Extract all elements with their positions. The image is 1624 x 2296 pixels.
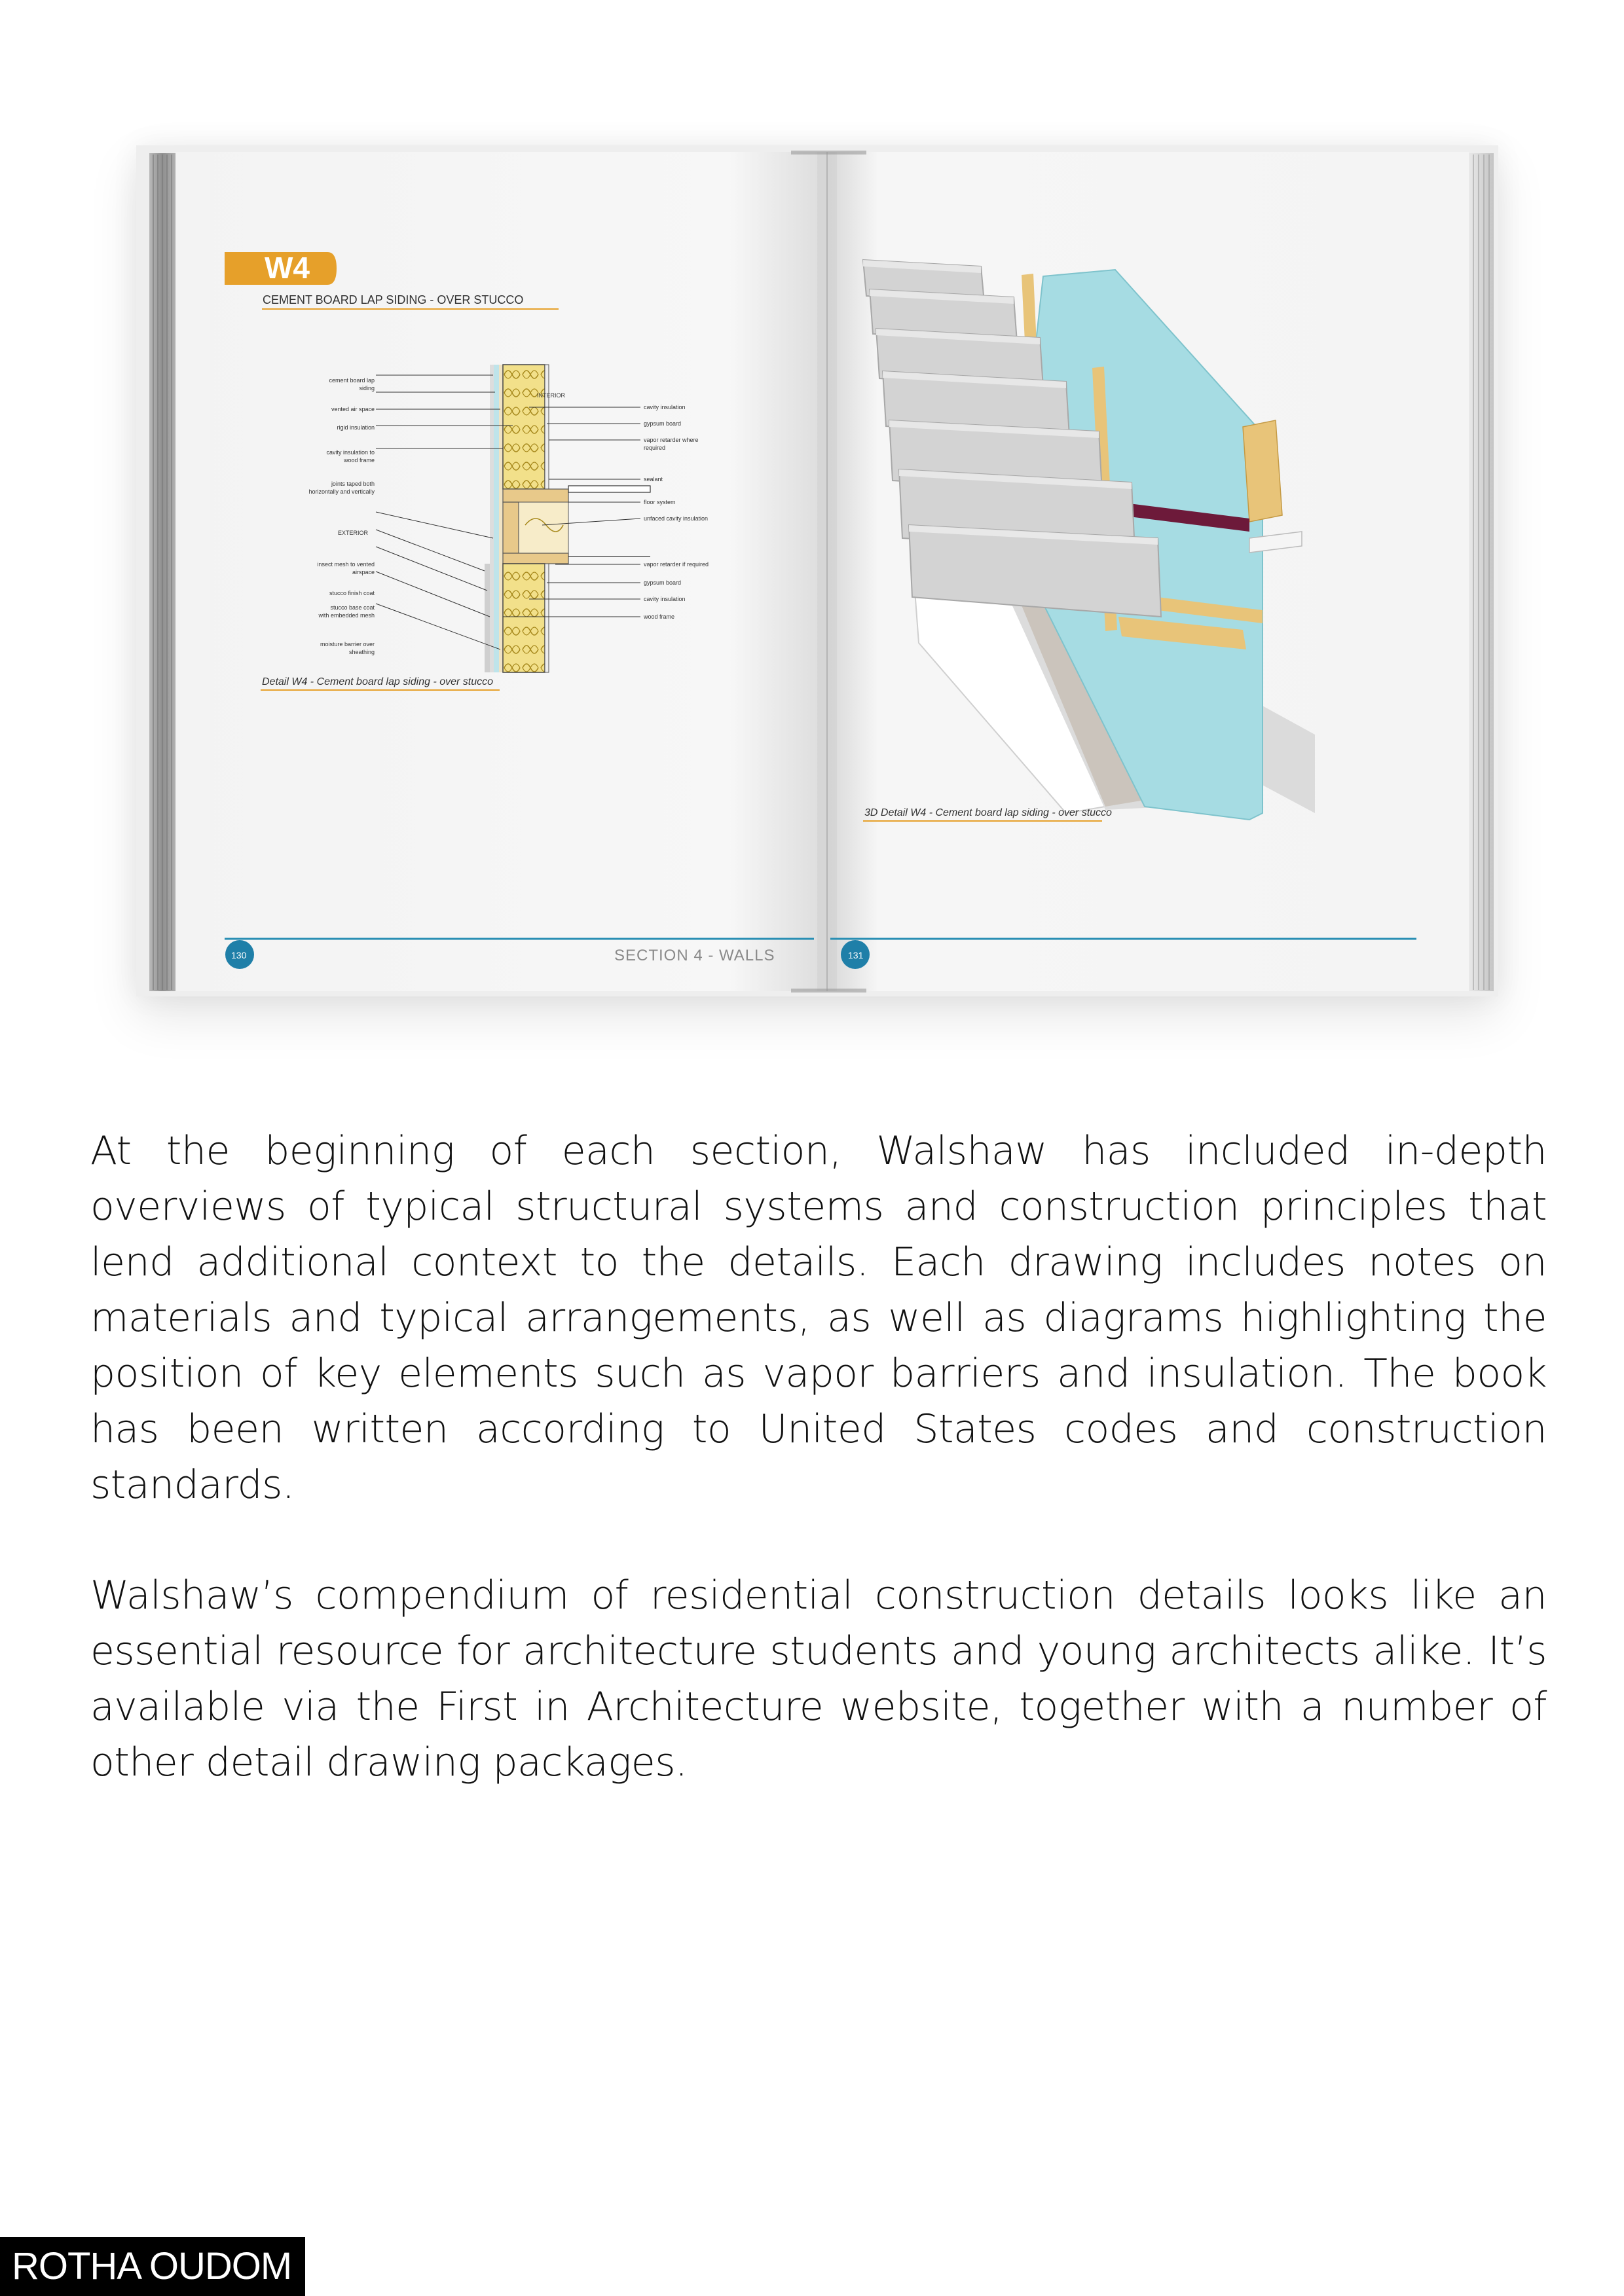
label-sealant: sealant: [644, 476, 663, 483]
label-cavity-1: cavity insulation to: [326, 449, 375, 456]
label-moisture-2: sheathing: [348, 649, 375, 655]
label-cavity-insulation-2: cavity insulation: [644, 596, 686, 602]
label-vapor-1: vapor retarder where: [644, 437, 699, 443]
book-illustration: [136, 145, 1498, 996]
section-badge-label: W4: [265, 251, 310, 285]
label-gypsum-board-1: gypsum board: [644, 420, 682, 427]
label-stucco-base-2: with embedded mesh: [318, 612, 375, 619]
page-number-left: 130: [231, 950, 247, 960]
label-vapor-2: required: [644, 445, 666, 451]
page-number-right: 131: [848, 950, 864, 960]
label-siding-1: cement board lap: [329, 377, 375, 384]
label-cavity-2: wood frame: [343, 457, 375, 464]
label-interior: INTERIOR: [537, 392, 566, 399]
open-book-image: [136, 145, 1498, 996]
section-footer: SECTION 4 - WALLS: [614, 947, 775, 964]
label-insect-mesh-1: insect mesh to vented: [317, 561, 375, 568]
label-insect-mesh-2: airspace: [352, 569, 375, 575]
label-siding-2: siding: [359, 385, 375, 392]
label-vapor-if-required: vapor retarder if required: [644, 561, 709, 568]
label-exterior: EXTERIOR: [338, 530, 369, 536]
detail-title: CEMENT BOARD LAP SIDING - OVER STUCCO: [263, 293, 524, 306]
label-rigid-insulation: rigid insulation: [337, 424, 375, 431]
author-tag: ROTHA OUDOM: [0, 2237, 305, 2296]
label-moisture-1: moisture barrier over: [320, 641, 375, 647]
article-paragraph-2: Walshaw’s compendium of residential construction details looks like an essential resource for architecture students and young architects alike. It’s available via the First in Architecture website, together with a number of other detail drawing packages.: [90, 1573, 1547, 1785]
label-stucco-base-1: stucco base coat: [330, 604, 375, 611]
label-stucco-finish: stucco finish coat: [329, 590, 375, 596]
label-unfaced-insulation: unfaced cavity insulation: [644, 515, 709, 522]
article-paragraph-1: At the beginning of each section, Walshaw has included in-depth overviews of typical structural systems and construction principles that lend additional context to the details. Each drawing includes notes on materials and typical arrangements, as well as diagrams highlighting the position of key elements such as vapor barriers and insulation. The book has been written according to United States codes and construction standards.: [90, 1128, 1547, 1508]
label-cavity-insulation: cavity insulation: [644, 404, 686, 410]
detail-caption-left: Detail W4 - Cement board lap siding - over stucco: [262, 676, 494, 687]
label-gypsum-board-2: gypsum board: [644, 579, 682, 586]
detail-caption-right: 3D Detail W4 - Cement board lap siding - over stucco: [864, 807, 1112, 818]
label-joints-1: joints taped both: [331, 481, 375, 487]
label-wood-frame: wood frame: [644, 613, 675, 620]
label-floor-system: floor system: [644, 499, 676, 505]
label-air-space: vented air space: [331, 406, 375, 412]
label-joints-2: horizontally and vertically: [308, 488, 375, 495]
